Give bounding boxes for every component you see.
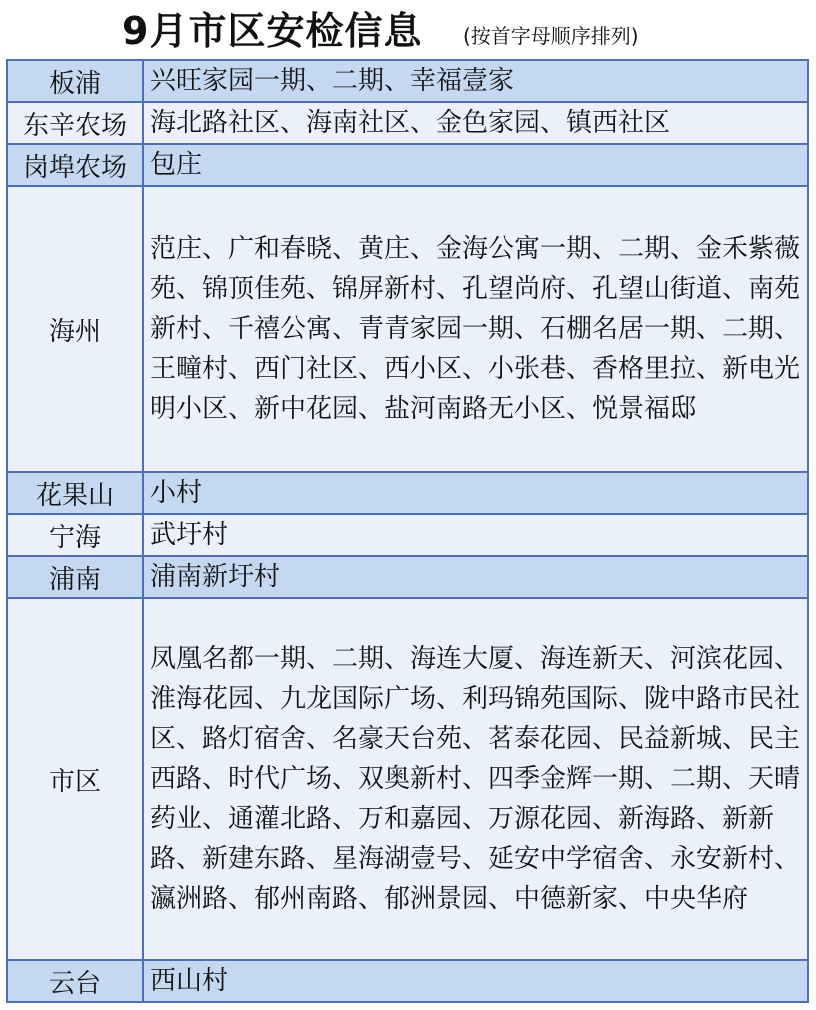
communities-cell: 武圩村 xyxy=(143,514,808,556)
district-cell: 云台 xyxy=(7,960,143,1002)
district-cell: 花果山 xyxy=(7,472,143,514)
communities-cell: 兴旺家园一期、二期、幸福壹家 xyxy=(143,60,808,102)
district-cell: 东辛农场 xyxy=(7,102,143,144)
district-cell: 市区 xyxy=(7,598,143,960)
table-row xyxy=(7,556,808,598)
district-cell: 浦南 xyxy=(7,556,143,598)
page-subtitle: (按首字母顺序排列) xyxy=(463,24,639,48)
table-row xyxy=(7,102,808,144)
page-title: 9月市区安检信息 xyxy=(122,9,423,53)
communities-cell: 凤凰名都一期、二期、海连大厦、海连新天、河滨花园、淮海花园、九龙国际广场、利玛锦苑国际、陇中路市民社区、路灯宿舍、名豪天台苑、茗泰花园、民益新城、民主西路、时代广场、双奥新村、四季金辉一期、二期、天晴药业、通灌北路、万和嘉园、万源花园、新海路、新新路、新建东路、星海湖壹号、延安中学宿舍、永安新村、瀛洲路、郁州南路、郁洲景园、中德新家、中央华府 xyxy=(143,598,808,960)
title-bar xyxy=(0,0,816,60)
table-row xyxy=(7,514,808,556)
communities-cell: 浦南新圩村 xyxy=(143,556,808,598)
table-row xyxy=(7,472,808,514)
district-cell: 宁海 xyxy=(7,514,143,556)
communities-cell: 海北路社区、海南社区、金色家园、镇西社区 xyxy=(143,102,808,144)
communities-cell: 小村 xyxy=(143,472,808,514)
table-row xyxy=(7,186,808,472)
inspection-table xyxy=(6,59,809,1003)
table-row xyxy=(7,960,808,1002)
district-cell: 岗埠农场 xyxy=(7,144,143,186)
communities-cell: 范庄、广和春晓、黄庄、金海公寓一期、二期、金禾紫薇苑、锦顶佳苑、锦屏新村、孔望尚府、孔望山街道、南苑新村、千禧公寓、青青家园一期、石棚名居一期、二期、王疃村、西门社区、西小区、小张巷、香格里拉、新电光明小区、新中花园、盐河南路无小区、悦景福邸 xyxy=(143,186,808,472)
table-row xyxy=(7,598,808,960)
district-cell: 海州 xyxy=(7,186,143,472)
table-row xyxy=(7,60,808,102)
communities-cell: 西山村 xyxy=(143,960,808,1002)
table-row xyxy=(7,144,808,186)
district-cell: 板浦 xyxy=(7,60,143,102)
communities-cell: 包庄 xyxy=(143,144,808,186)
